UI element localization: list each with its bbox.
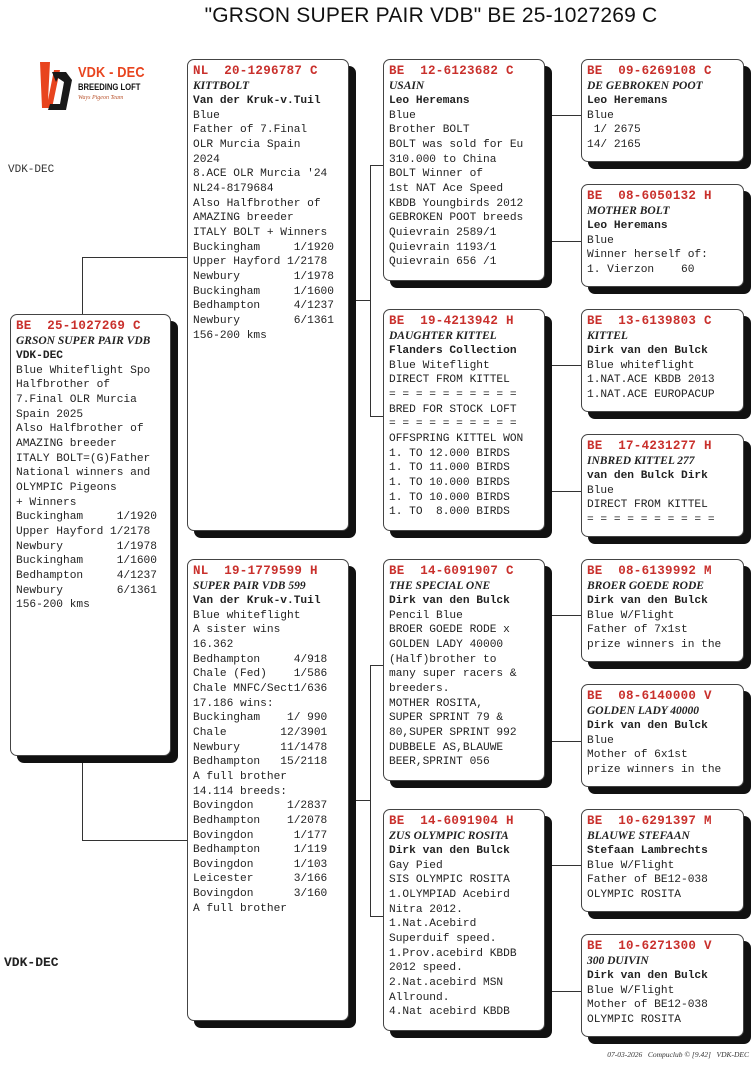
owner-name: Dirk van den Bulck: [587, 595, 708, 607]
info-line: 16.362: [193, 638, 234, 651]
ring-number: BE 14-6091904 H: [389, 814, 514, 828]
info-line: 156-200 kms: [193, 329, 267, 342]
info-line: 1. TO 10.000 BIRDS: [389, 491, 510, 504]
ring-number: NL 19-1779599 H: [193, 564, 318, 578]
pigeon-name: INBRED KITTEL 277: [587, 455, 695, 467]
info-line: KBDB Youngbirds 2012: [389, 197, 524, 210]
info-line: Upper Hayford 1/2178: [16, 525, 151, 538]
ring-number: NL 20-1296787 C: [193, 64, 318, 78]
info-line: 2.Nat.acebird MSN: [389, 976, 504, 989]
owner-name: Leo Heremans: [389, 95, 470, 107]
info-line: Blue W/Flight: [587, 609, 675, 622]
ring-number: BE 10-6291397 M: [587, 814, 712, 828]
info-line: Bovingdon 3/160: [193, 888, 328, 901]
info-line: 1.NAT.ACE KBDB 2013: [587, 374, 715, 387]
pigeon-card-dam[interactable]: [187, 559, 349, 1021]
info-line: GEBROKEN POOT breeds: [389, 212, 524, 225]
connector-dd-bracket: [551, 865, 583, 992]
info-line: Blue W/Flight: [587, 984, 675, 997]
ring-number: BE 09-6269108 C: [587, 64, 712, 78]
info-line: 1. TO 10.000 BIRDS: [389, 476, 510, 489]
pedigree-title: "GRSON SUPER PAIR VDB" BE 25-1027269 C: [204, 4, 658, 27]
pigeon-name: USAIN: [389, 80, 425, 92]
info-line: Buckingham 1/1920: [193, 241, 334, 254]
info-line: Bedhampton 4/1237: [193, 300, 334, 313]
owner-label-bottom: VDK-DEC: [4, 955, 59, 970]
info-line: Mother of BE12-038: [587, 999, 708, 1012]
pigeon-card-ddd[interactable]: [581, 934, 744, 1037]
pigeon-card-ssd[interactable]: [581, 184, 744, 287]
pigeon-card-sire-sire[interactable]: [383, 59, 545, 281]
pigeon-name: SUPER PAIR VDB 599: [193, 580, 306, 592]
connector-ds-stub: [544, 670, 551, 671]
info-line: 1. Vierzon 60: [587, 263, 695, 276]
pigeon-name: KITTBOLT: [193, 80, 250, 92]
ring-number: BE 12-6123682 C: [389, 64, 514, 78]
pigeon-name: GOLDEN LADY 40000: [587, 705, 700, 717]
info-line: 1. TO 11.000 BIRDS: [389, 462, 510, 475]
info-line: Chale 12/3901: [193, 726, 328, 739]
info-line: 156-200 kms: [16, 599, 90, 612]
info-line: 1. TO 12.000 BIRDS: [389, 447, 510, 460]
logo-brand: VDK - DEC: [78, 64, 145, 81]
info-line: BOLT was sold for Eu: [389, 138, 524, 151]
info-line: ITALY BOLT=(G)Father: [16, 452, 151, 465]
owner-name: Dirk van den Bulck: [587, 720, 708, 732]
info-line: Quievrain 656 /1: [389, 256, 497, 269]
info-line: OLYMPIC ROSITA: [587, 1013, 681, 1026]
pigeon-card-dds[interactable]: [581, 809, 744, 912]
info-line: Newbury 11/1478: [193, 741, 328, 754]
info-line: A sister wins: [193, 624, 281, 637]
connector-dam-parents: [355, 800, 370, 801]
pigeon-card-dam-sire[interactable]: [383, 559, 545, 781]
info-line: 1/ 2675: [587, 124, 641, 137]
info-line: Leicester 3/166: [193, 873, 328, 886]
info-line: A full brother: [193, 902, 287, 915]
info-line: Bovingdon 1/103: [193, 858, 328, 871]
pigeon-name: BLAUWE STEFAAN: [587, 830, 690, 842]
info-line: Buckingham 1/1920: [16, 511, 157, 524]
info-line: 1. TO 8.000 BIRDS: [389, 506, 510, 519]
info-line: Newbury 1/1978: [193, 270, 334, 283]
info-line: + Winners: [16, 496, 77, 509]
info-line: 7.Final OLR Murcia: [16, 393, 137, 406]
info-line: 80,SUPER SPRINT 992: [389, 726, 517, 739]
info-line: Blue: [389, 109, 416, 122]
info-line: Bedhampton 1/119: [193, 844, 328, 857]
info-line: Gay Pied: [389, 859, 443, 872]
info-line: 1st NAT Ace Speed: [389, 182, 504, 195]
info-line: Chale (Fed) 1/586: [193, 668, 328, 681]
ring-number: BE 08-6139992 M: [587, 564, 712, 578]
info-line: Nitra 2012.: [389, 903, 463, 916]
info-line: Newbury 1/1978: [16, 540, 157, 553]
owner-name: Leo Heremans: [587, 220, 668, 232]
connector-sire-parents: [355, 300, 370, 301]
info-line: National winners and: [16, 467, 151, 480]
pigeon-card-dss[interactable]: [581, 559, 744, 662]
ring-number: BE 08-6050132 H: [587, 189, 712, 203]
info-line: Buckingham 1/ 990: [193, 712, 328, 725]
connector-sd-stub: [544, 420, 551, 421]
info-line: Blue whiteflight: [587, 359, 695, 372]
info-line: Bedhampton 4/1237: [16, 569, 157, 582]
info-line: Blue: [193, 109, 220, 122]
info-line: BOLT Winner of: [389, 168, 483, 181]
connector-dd-stub: [544, 920, 551, 921]
info-line: OLYMPIC ROSITA: [587, 888, 681, 901]
owner-name: Van der Kruk-v.Tuil: [193, 595, 321, 607]
info-line: 14.114 breeds:: [193, 785, 287, 798]
info-line: Blue: [587, 234, 614, 247]
info-line: Father of 7x1st: [587, 624, 688, 637]
info-line: Quievrain 2589/1: [389, 226, 497, 239]
owner-name: Dirk van den Bulck: [587, 345, 708, 357]
info-line: Quievrain 1193/1: [389, 241, 497, 254]
info-line: 8.ACE OLR Murcia '24: [193, 168, 328, 181]
info-line: DIRECT FROM KITTEL: [587, 499, 708, 512]
info-line: = = = = = = = = = =: [389, 418, 517, 431]
ring-number: BE 19-4213942 H: [389, 314, 514, 328]
info-line: ITALY BOLT + Winners: [193, 226, 328, 239]
pigeon-name: GRSON SUPER PAIR VDB: [16, 335, 151, 347]
info-line: 2012 speed.: [389, 962, 463, 975]
info-line: Buckingham 1/1600: [193, 285, 334, 298]
owner-name: VDK-DEC: [16, 350, 63, 362]
info-line: NL24-8179684: [193, 182, 274, 195]
info-line: Bovingdon 1/177: [193, 829, 328, 842]
info-line: Halfbrother of: [16, 379, 110, 392]
ring-number: BE 14-6091907 C: [389, 564, 514, 578]
info-line: Bovingdon 1/2837: [193, 800, 328, 813]
info-line: Also Halfbrother of: [16, 423, 144, 436]
info-line: 1.Nat.Acebird: [389, 918, 477, 931]
info-line: Father of BE12-038: [587, 874, 708, 887]
info-line: DIRECT FROM KITTEL: [389, 374, 510, 387]
connector-ss-stub: [544, 170, 551, 171]
breeder-logo: [36, 60, 146, 112]
info-line: (Half)brother to: [389, 653, 497, 666]
info-line: Spain 2025: [16, 408, 84, 421]
info-line: Bedhampton 4/918: [193, 653, 328, 666]
info-line: 1.NAT.ACE EUROPACUP: [587, 388, 715, 401]
pigeon-card-sdd[interactable]: [581, 434, 744, 537]
connector-sd-bracket: [551, 365, 583, 492]
pigeon-card-sire-dam[interactable]: [383, 309, 545, 531]
info-line: SIS OLYMPIC ROSITA: [389, 874, 510, 887]
info-line: Brother BOLT: [389, 124, 470, 137]
info-line: Blue Whiteflight Spo: [16, 364, 151, 377]
pigeon-name: ZUS OLYMPIC ROSITA: [389, 830, 509, 842]
owner-name: Flanders Collection: [389, 345, 517, 357]
owner-label-top: VDK-DEC: [8, 164, 55, 176]
info-line: 310.000 to China: [389, 153, 497, 166]
info-line: BRED FOR STOCK LOFT: [389, 403, 517, 416]
connector-subject-sire: [82, 257, 189, 317]
pigeon-name: MOTHER BOLT: [587, 205, 670, 217]
pigeon-card-subject[interactable]: [10, 314, 171, 756]
info-line: Blue: [587, 734, 614, 747]
info-line: A full brother: [193, 770, 287, 783]
logo-subtitle: BREEDING LOFT: [78, 82, 141, 92]
owner-name: van den Bulck Dirk: [587, 470, 708, 482]
ring-number: BE 13-6139803 C: [587, 314, 712, 328]
info-line: MOTHER ROSITA,: [389, 697, 483, 710]
ring-number: BE 08-6140000 V: [587, 689, 712, 703]
info-line: Mother of 6x1st: [587, 749, 688, 762]
pigeon-card-sire[interactable]: [187, 59, 349, 531]
pigeon-name: BROER GOEDE RODE: [587, 580, 704, 592]
info-line: many super racers &: [389, 668, 517, 681]
connector-subject-dam: [82, 755, 189, 841]
footer-credits: 07-03-2026 Compuclub © [9.42] VDK-DEC: [607, 1050, 749, 1059]
pigeon-name: THE SPECIAL ONE: [389, 580, 491, 592]
info-line: Bedhampton 15/2118: [193, 756, 328, 769]
info-line: Buckingham 1/1600: [16, 555, 157, 568]
info-line: 17.186 wins:: [193, 697, 274, 710]
info-line: Superduif speed.: [389, 932, 497, 945]
info-line: breeders.: [389, 682, 450, 695]
info-line: Blue W/Flight: [587, 859, 675, 872]
info-line: OLYMPIC Pigeons: [16, 481, 117, 494]
info-line: = = = = = = = = = =: [389, 388, 517, 401]
info-line: Bedhampton 1/2078: [193, 814, 328, 827]
info-line: Blue Witeflight: [389, 359, 490, 372]
info-line: prize winners in the: [587, 763, 722, 776]
info-line: prize winners in the: [587, 638, 722, 651]
info-line: SUPER SPRINT 79 &: [389, 712, 504, 725]
info-line: GOLDEN LADY 40000: [389, 638, 504, 651]
pigeon-card-dam-dam[interactable]: [383, 809, 545, 1031]
owner-name: Dirk van den Bulck: [389, 845, 510, 857]
ring-number: BE 25-1027269 C: [16, 319, 141, 333]
pigeon-card-dsd[interactable]: [581, 684, 744, 787]
info-line: OFFSPRING KITTEL WON: [389, 432, 524, 445]
info-line: DUBBELE AS,BLAUWE: [389, 741, 504, 754]
info-line: Father of 7.Final: [193, 124, 308, 137]
info-line: Blue whiteflight: [193, 609, 301, 622]
info-line: 4.Nat acebird KBDB: [389, 1006, 510, 1019]
ring-number: BE 10-6271300 V: [587, 939, 712, 953]
info-line: Pencil Blue: [389, 609, 463, 622]
info-line: Chale MNFC/Sect1/636: [193, 682, 328, 695]
pigeon-name: KITTEL: [587, 330, 628, 342]
info-line: Upper Hayford 1/2178: [193, 256, 328, 269]
info-line: 14/ 2165: [587, 138, 641, 151]
pigeon-name: DE GEBROKEN POOT: [587, 80, 703, 92]
info-line: 1.Prov.acebird KBDB: [389, 947, 517, 960]
owner-name: Stefaan Lambrechts: [587, 845, 708, 857]
owner-name: Van der Kruk-v.Tuil: [193, 95, 321, 107]
info-line: Newbury 6/1361: [193, 314, 334, 327]
logo-tagline: Ways Pigeon Team: [78, 95, 124, 101]
owner-name: Dirk van den Bulck: [587, 970, 708, 982]
owner-name: Dirk van den Bulck: [389, 595, 510, 607]
info-line: Also Halfbrother of: [193, 197, 321, 210]
connector-ds-bracket: [551, 615, 583, 742]
info-line: AMAZING breeder: [193, 212, 294, 225]
connector-ss-bracket: [551, 115, 583, 242]
info-line: Newbury 6/1361: [16, 584, 157, 597]
info-line: Blue: [587, 484, 614, 497]
pigeon-name: DAUGHTER KITTEL: [389, 330, 497, 342]
pigeon-card-sss[interactable]: [581, 59, 744, 162]
info-line: Winner herself of:: [587, 249, 708, 262]
info-line: Allround.: [389, 991, 450, 1004]
info-line: 1.OLYMPIAD Acebird: [389, 888, 510, 901]
info-line: BEER,SPRINT 056: [389, 756, 490, 769]
info-line: = = = = = = = = = =: [587, 513, 715, 526]
info-line: OLR Murcia Spain: [193, 138, 301, 151]
pigeon-name: 300 DUIVIN: [587, 955, 649, 967]
info-line: Blue: [587, 109, 614, 122]
info-line: 2024: [193, 153, 220, 166]
info-line: AMAZING breeder: [16, 437, 117, 450]
pigeon-card-sds[interactable]: [581, 309, 744, 412]
info-line: BROER GOEDE RODE x: [389, 624, 510, 637]
owner-name: Leo Heremans: [587, 95, 668, 107]
vd-logo-icon: [36, 60, 76, 112]
ring-number: BE 17-4231277 H: [587, 439, 712, 453]
